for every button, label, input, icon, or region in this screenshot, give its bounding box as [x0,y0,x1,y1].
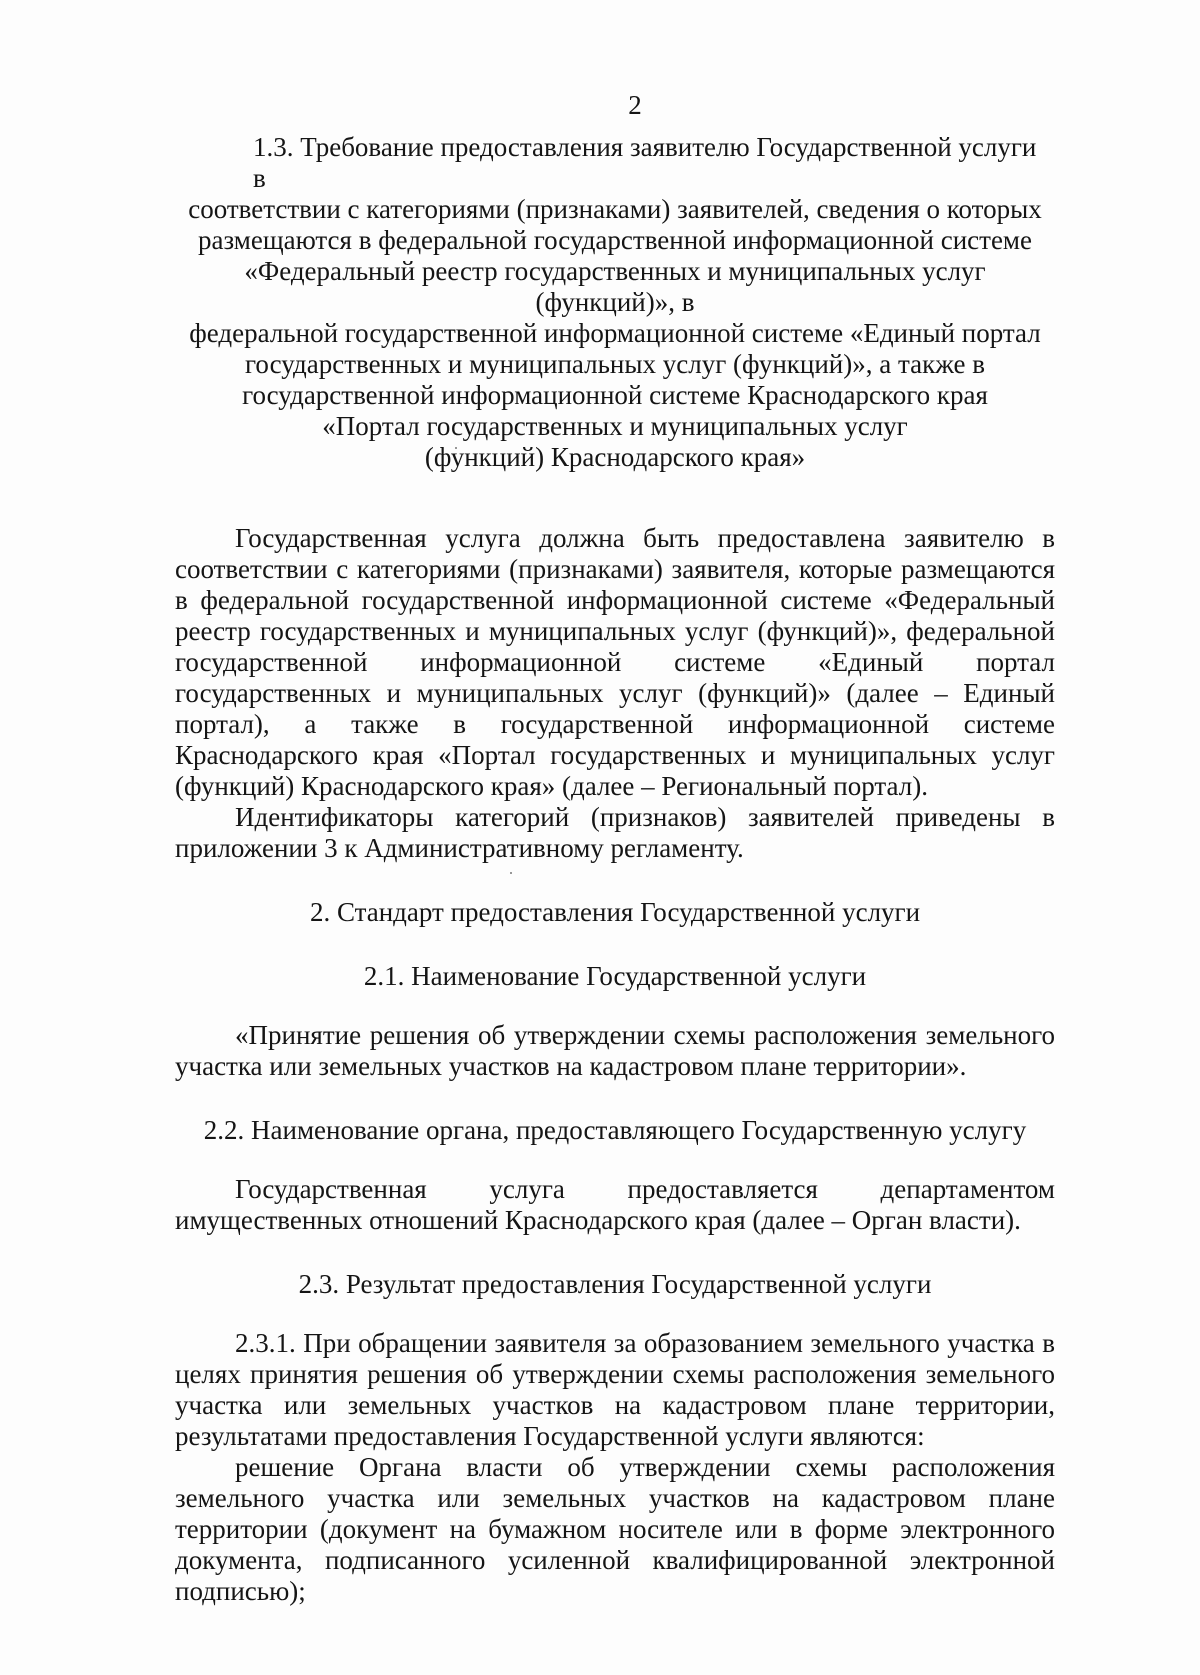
section-1-3-paragraph: Государственная услуга должна быть предоставлена заявителю в соответствии с категориями (признаками) заявителя, которые размещаются в федеральной государственной информационной системе «Федеральный реестр государственных и муниципальных услуг (функций)», федеральной государственной информационной системе «Единый портал государственных и муниципальных услуг (функций)» (далее – Единый портал), а также в государственной информационной системе Краснодарского края «Портал государственных и муниципальных услуг (функций) Краснодарского края» (далее – Региональный портал). [175,523,1055,801]
heading-line: государственных и муниципальных услуг (функций)», а также в [245,349,985,379]
heading-line: (функций) Краснодарского края» [424,442,806,472]
heading-line: «Портал государственных и муниципальных услуг [322,411,908,441]
heading-line: 1.3. Требование предоставления заявителю Государственной услуги в [253,132,1037,193]
section-2-3-paragraph: решение Органа власти об утверждении схемы расположения земельного участка или земельных участков на кадастровом плане территории (документ на бумажном носителе или в форме электронного документа, подписанного усиленной квалифицированной электронной подписью); [175,1452,1055,1606]
heading-line: соответствии с категориями (признаками) заявителей, сведения о которых [188,194,1042,224]
section-1-3-paragraph: Идентификаторы категорий (признаков) заявителей приведены в приложении 3 к Административному регламенту. [175,802,1055,863]
document-body [175,88,1055,1607]
section-1-3-heading [175,132,1055,473]
section-2-1-title: 2.1. Наименование Государственной услуги [363,961,867,991]
section-2-2-paragraph: Государственная услуга предоставляется департаментом имущественных отношений Краснодарского края (далее – Орган власти). [175,1174,1055,1235]
heading-line: размещаются в федеральной государственной информационной системе [197,225,1033,255]
heading-line: федеральной государственной информационной системе «Единый портал [189,318,1041,348]
page-number: 2 [628,90,642,120]
section-2-3-paragraph: 2.3.1. При обращении заявителя за образованием земельного участка в целях принятия решения об утверждении схемы расположения земельного участка или земельных участков на кадастровом плане территории, результатами предоставления Государственной услуги являются: [175,1328,1055,1451]
section-2-2-title: 2.2. Наименование органа, предоставляющего Государственную услугу [203,1115,1027,1145]
heading-line: «Федеральный реестр государственных и муниципальных услуг (функций)», в [244,256,986,317]
section-2-title: 2. Стандарт предоставления Государственной услуги [309,897,921,927]
section-2-3-title: 2.3. Результат предоставления Государственной услуги [298,1269,932,1299]
section-2-1-paragraph: «Принятие решения об утверждении схемы расположения земельного участка или земельных участков на кадастровом плане территории». [175,1020,1055,1081]
heading-line: государственной информационной системе Краснодарского края [242,380,988,410]
